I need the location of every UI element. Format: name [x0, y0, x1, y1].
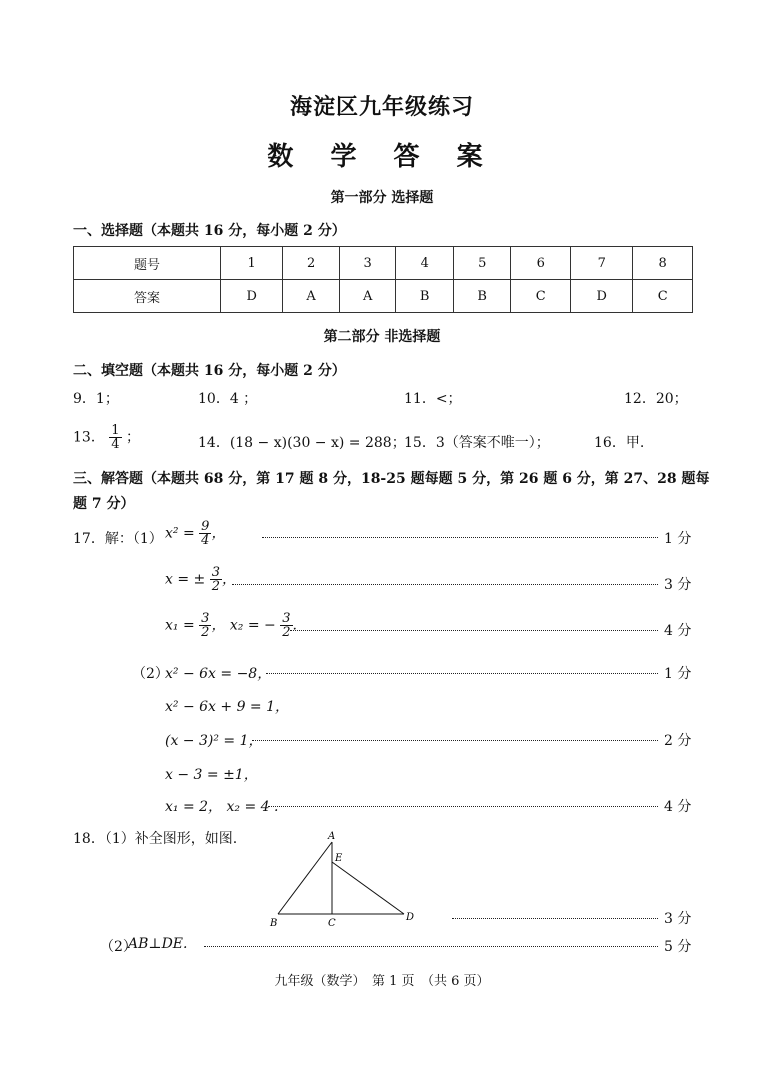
- fraction-numerator: 1: [111, 423, 120, 438]
- fraction: [199, 520, 211, 547]
- dotted-leader: [232, 574, 658, 585]
- fraction-numerator: 3: [282, 611, 291, 626]
- section1-heading: 一、选择题（本题共 16 分，每小题 2 分）: [73, 223, 346, 239]
- expr: x² =: [165, 525, 195, 542]
- point-label-c: C: [328, 918, 336, 929]
- table-cell: B: [453, 280, 511, 313]
- table-cell: 1: [221, 247, 283, 280]
- fraction-denominator: 4: [201, 533, 210, 548]
- section2-heading: 二、填空题（本题共 16 分，每小题 2 分）: [73, 363, 346, 379]
- score: 3 分: [664, 577, 692, 593]
- answer-q11: 11．<；: [404, 391, 462, 407]
- q17-part2-line2: x² − 6x + 9 = 1，: [165, 699, 290, 715]
- score: 1 分: [664, 531, 692, 547]
- point-label-e: E: [335, 853, 343, 864]
- fraction-numerator: 9: [201, 519, 210, 534]
- q18-line1: 18．（1）补全图形，如图.: [73, 831, 238, 847]
- fraction-denominator: 4: [111, 437, 120, 452]
- table-cell: 2: [283, 247, 340, 280]
- segment-ed: [332, 862, 404, 914]
- point-label-b: B: [270, 918, 278, 929]
- fraction: [199, 612, 211, 639]
- triangle-figure: [262, 826, 422, 934]
- answer-table: [73, 246, 693, 313]
- dotted-leader: [204, 936, 658, 947]
- q18-part2-text: AB⊥DE.: [128, 936, 188, 952]
- dotted-leader: [262, 527, 658, 538]
- q17-part2-line5: x₁ = 2， x₂ = 4 .: [165, 799, 279, 815]
- expr-tail: ，: [211, 525, 226, 542]
- table-row: [74, 280, 693, 313]
- dotted-leader: [252, 730, 658, 741]
- answer-q15: 15．3（答案不唯一）；: [404, 435, 550, 451]
- point-label-a: A: [328, 831, 336, 842]
- q17-line2: [165, 566, 236, 593]
- table-cell: 6: [511, 247, 571, 280]
- q17-part2-line1: x² − 6x = −8，: [165, 666, 272, 682]
- table-row: [74, 247, 693, 280]
- table-cell: 8: [633, 247, 693, 280]
- q17-part2-line3: (x − 3)² = 1，: [165, 733, 263, 749]
- fraction: [210, 566, 222, 593]
- q17-label: 17．解：（1）: [73, 531, 163, 547]
- point-label-d: D: [406, 912, 415, 923]
- table-cell: D: [571, 280, 633, 313]
- table-cell: 4: [396, 247, 454, 280]
- table-cell: C: [633, 280, 693, 313]
- table-cell: A: [339, 280, 396, 313]
- q13-prefix: 13．: [73, 429, 105, 446]
- table-row-label: 题号: [74, 247, 221, 280]
- fraction-numerator: 3: [211, 565, 220, 580]
- table-cell: D: [221, 280, 283, 313]
- expr: ， x₂ = −: [211, 617, 276, 634]
- dotted-leader: [452, 908, 658, 919]
- dotted-leader: [266, 663, 658, 674]
- answer-q9: 9．1；: [73, 391, 119, 407]
- expr-tail: .: [292, 617, 297, 634]
- expr-tail: ，: [222, 571, 236, 588]
- table-cell: B: [396, 280, 454, 313]
- part2-heading: 第二部分 非选择题: [323, 329, 441, 345]
- q13-fraction: [109, 424, 121, 451]
- table-cell: A: [283, 280, 340, 313]
- dotted-leader: [290, 620, 658, 631]
- score: 3 分: [664, 911, 692, 927]
- q17-part2-label: （2）: [132, 666, 169, 682]
- table-row-label: 答案: [74, 280, 221, 313]
- segment-ab: [278, 842, 332, 914]
- answer-q12: 12．20；: [624, 391, 688, 407]
- section3-heading-line2: 题 7 分）: [73, 496, 135, 512]
- answer-q13: [73, 424, 140, 451]
- answer-q10: 10．4 ；: [198, 391, 258, 407]
- score: 4 分: [664, 799, 692, 815]
- fraction-denominator: 2: [211, 579, 220, 594]
- q17-part2-line4: x − 3 = ±1，: [165, 767, 258, 783]
- q13-suffix: ；: [126, 429, 141, 446]
- table-cell: 5: [453, 247, 511, 280]
- table-cell: 7: [571, 247, 633, 280]
- page-title: 海淀区九年级练习: [289, 94, 474, 120]
- score: 4 分: [664, 623, 692, 639]
- dotted-leader: [268, 796, 658, 807]
- expr: x = ±: [165, 571, 206, 588]
- table-cell: 3: [339, 247, 396, 280]
- expr: x₁ =: [165, 617, 195, 634]
- part1-heading: 第一部分 选择题: [330, 190, 434, 206]
- answer-q16: 16．甲.: [594, 435, 645, 451]
- table-cell: C: [511, 280, 571, 313]
- q17-line3: [165, 612, 297, 639]
- score: 2 分: [664, 733, 692, 749]
- page-footer: 九年级（数学） 第 1 页 （共 6 页）: [274, 974, 490, 989]
- fraction-denominator: 2: [201, 625, 210, 640]
- section3-heading-line1: 三、解答题（本题共 68 分，第 17 题 8 分，18-25 题每题 5 分，第 26 题 6 分，第 27、28 题每: [73, 471, 710, 487]
- q17-line1: [165, 520, 225, 547]
- fraction-numerator: 3: [201, 611, 210, 626]
- q18-part2-label: （2）: [100, 939, 137, 955]
- fraction-denominator: 2: [282, 625, 291, 640]
- answer-q14: 14．(18 − x)(30 − x) = 288；: [198, 435, 406, 451]
- score: 1 分: [664, 666, 692, 682]
- score: 5 分: [664, 939, 692, 955]
- page-subtitle: 数 学 答 案: [267, 142, 497, 172]
